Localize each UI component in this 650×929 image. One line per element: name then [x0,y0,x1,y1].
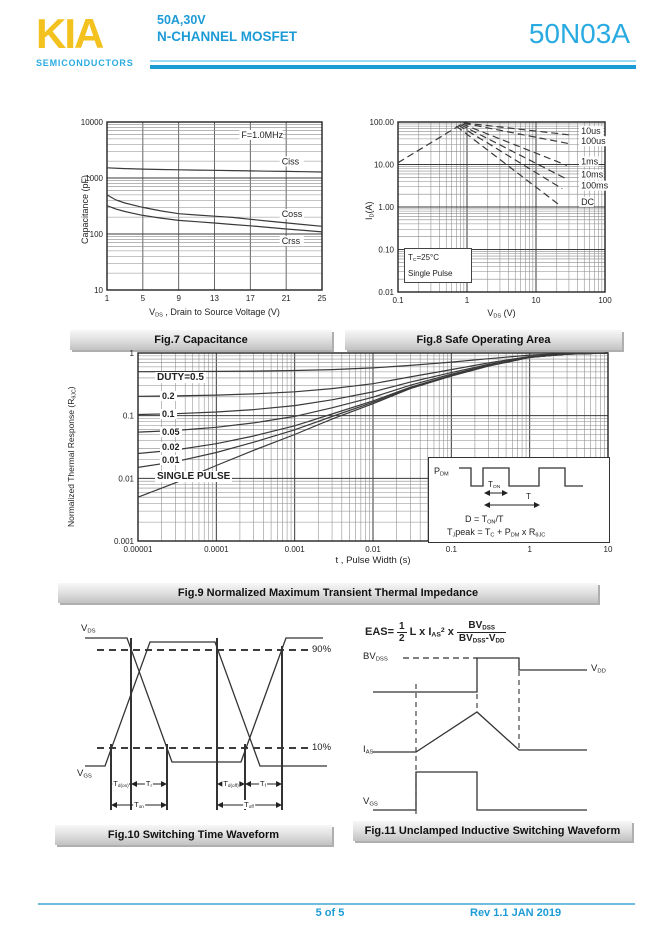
fig9-inset-tjpeak-formula: $T_Jpeak = T_C + P_{DM}$ x $R_{\theta JC}$ [447,527,546,539]
fig8-note-line1: $T_C=25^\circ C$ [408,253,440,264]
svg-text:5: 5 [140,294,146,303]
fig10-vds-label: $V_{DS}$ [81,623,96,635]
fig10-vgs-label: $V_{GS}$ [77,768,92,780]
fig8-chart [352,110,630,308]
svg-text:1: 1 [104,294,110,303]
fig9-caption: Fig.9 Normalized Maximum Transient Thermal Impedance [58,583,598,603]
svg-text:0.01: 0.01 [365,545,381,554]
svg-text:1: 1 [129,349,134,358]
svg-text:1: 1 [464,296,470,305]
header-rule-light [150,60,636,62]
brand-logo: KIA [36,10,103,57]
svg-text:10: 10 [531,296,541,305]
footer-rule [38,903,635,905]
vds-trace [373,658,587,692]
svg-text:Crss: Crss [281,236,301,247]
fig9-inset-duty-formula: $D = T_{ON}/T$ [465,514,504,526]
formula-mid: L x $I_{AS}^2$ x [409,625,454,639]
svg-text:1000: 1000 [85,174,103,183]
fig8-block [352,110,630,328]
fig8-caption: Fig.8 Safe Operating Area [345,330,622,350]
svg-text:0.001: 0.001 [113,537,134,546]
svg-text:10000: 10000 [80,118,103,127]
part-number: 50N03A [528,18,630,49]
fig9-duty-label-4: 0.02 [162,442,180,452]
device-rating: 50A,30V [157,13,206,27]
svg-text:0.001: 0.001 [284,545,305,554]
header-rule-dark [150,65,636,69]
svg-text:0.1: 0.1 [392,296,404,305]
svg-text:100: 100 [89,230,103,239]
svg-text:9: 9 [176,294,181,303]
fig11-block [355,618,635,818]
svg-text:1ms: 1ms [581,156,599,167]
fig9-block [60,345,618,580]
fraction-numerator: $BV_{DSS}$ [457,620,507,633]
fig8-y-axis-label: $I_D(A)$ [364,201,376,220]
brand-logo-subtext: SEMICONDUCTORS [36,58,134,68]
svg-text:13: 13 [210,294,219,303]
svg-text:DC: DC [581,196,595,207]
fig9-duty-label-0: DUTY=0.5 [157,372,204,383]
svg-text:10.00: 10.00 [373,160,394,170]
fig7-x-axis-label: $V_{DS}$ , Drain to Source Voltage (V) [149,307,280,319]
fig10-toff-label: $T_{off}$ [244,800,254,810]
fig8-x-axis-label: $V_{DS}$ (V) [487,308,516,320]
svg-text:10us: 10us [581,126,601,137]
fig9-inset-pdm-label: $P_{DM}$ [434,466,449,478]
fig10-tr-label: $T_r$ [145,779,153,789]
svg-text:0.01: 0.01 [118,474,134,484]
device-type: N-CHANNEL MOSFET [157,29,297,44]
formula-lead: EAS= [365,626,395,639]
fig11-bvdss-label: $BV_{DSS}$ [363,651,388,663]
vgs-trace [373,772,587,810]
svg-text:100.00: 100.00 [369,118,394,127]
fig11-waveform [355,618,635,818]
fig9-duty-label-2: 0.1 [162,409,175,419]
fig9-duty-label-1: 0.2 [162,391,175,401]
fig11-ias-label: $I_{AS}$ [363,744,374,756]
svg-text:0.10: 0.10 [378,245,394,255]
fig9-inset-waveform [429,460,609,512]
fig11-vdd-label: $V_{DD}$ [591,663,606,675]
svg-text:100us: 100us [581,136,606,147]
fig10-ton-label: $T_{on}$ [134,800,144,810]
svg-text:0.0001: 0.0001 [204,545,229,554]
fig8-condition-note [404,248,472,283]
svg-text:10: 10 [94,286,103,295]
fig7-chart [70,110,335,306]
svg-text:Coss: Coss [281,209,303,220]
fig10-90pct-label: 90% [312,644,332,655]
vds-trace [85,638,323,762]
fig9-single-pulse-label: SINGLE PULSE [157,471,231,482]
fig11-caption: Fig.11 Unclamped Inductive Switching Waveform [353,821,632,841]
svg-text:0.01: 0.01 [378,288,394,297]
fig9-duty-label-5: 0.01 [162,455,180,465]
svg-text:21: 21 [281,294,291,303]
svg-text:0.1: 0.1 [122,411,134,421]
fig10-tf-label: $T_f$ [260,779,266,789]
fig7-block [70,110,335,328]
revision-label: Rev 1.1 JAN 2019 [470,907,562,919]
svg-text:0.1: 0.1 [445,545,457,554]
svg-text:F=1.0MHz: F=1.0MHz [241,129,284,140]
ias-trace [373,712,587,752]
svg-text:1.00: 1.00 [378,203,394,212]
fig10-10pct-label: 10% [312,742,332,753]
fig10-block [55,618,347,818]
fig10-tdoff-label: $T_{d(off)}$ [223,779,239,789]
fraction-denominator: $BV_{DSS}-V_{DD}$ [458,632,505,645]
svg-text:1: 1 [527,545,532,554]
svg-text:10: 10 [603,545,613,554]
svg-text:Ciss: Ciss [281,156,300,167]
fig10-caption: Fig.10 Switching Time Waveform [55,825,332,845]
fig10-waveform [55,618,347,818]
pdm-pulse-train [459,468,583,486]
svg-text:17: 17 [245,294,255,303]
svg-text:25: 25 [317,294,327,303]
fig9-x-axis-label: t , Pulse Width (s) [335,555,411,566]
fig8-note-line2: Single Pulse [408,269,453,279]
svg-text:0.00001: 0.00001 [123,545,153,554]
fig10-tdon-label: $T_{d(on)}$ [113,779,129,789]
fig9-inset-diagram [428,457,610,543]
fraction-denominator: 2 [399,632,405,644]
fraction-numerator: 1 [399,620,405,632]
fig11-vgs-label: $V_{GS}$ [363,796,378,808]
svg-text:10ms: 10ms [581,169,604,180]
svg-text:100ms: 100ms [581,180,609,191]
svg-text:100: 100 [598,296,612,305]
fig7-caption: Fig.7 Capacitance [70,330,332,350]
fig9-duty-label-3: 0.05 [162,427,180,437]
fig9-y-axis-label: Normalized Thermal Response $(R_{\theta JC})$ [66,386,78,527]
fig7-y-axis-label: Capacitance (pF) [80,174,90,244]
fig9-inset-t-label: T [526,492,531,501]
page-number: 5 of 5 [315,907,345,919]
fig9-inset-ton-label: $T_{ON}$ [488,480,501,491]
